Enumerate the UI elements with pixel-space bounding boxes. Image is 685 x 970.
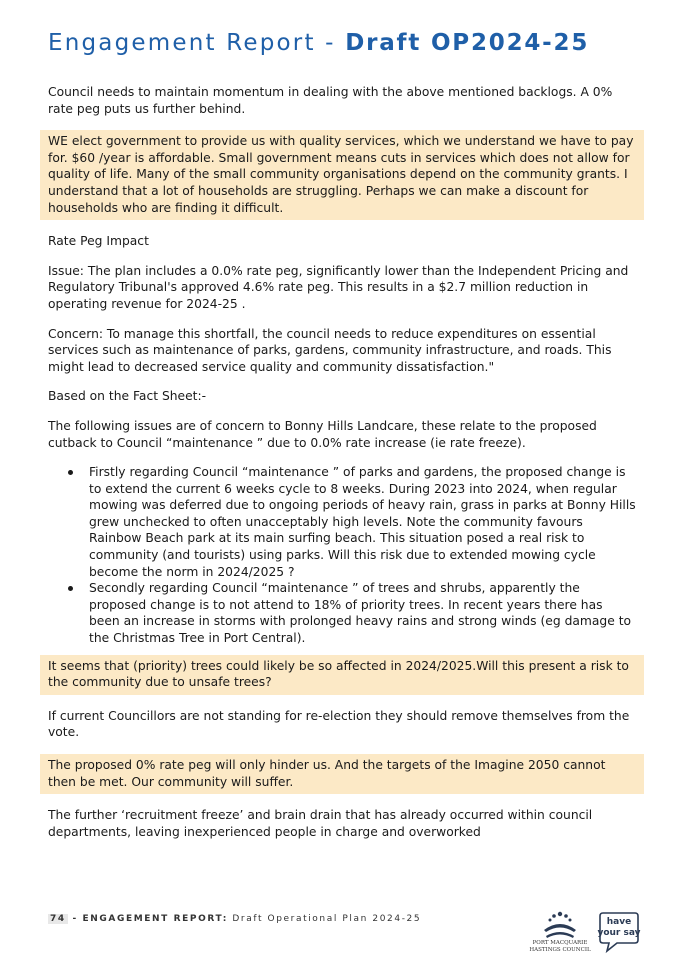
page-number: 74 [50,914,66,924]
logo-line: HASTINGS COUNCIL [529,946,591,953]
paragraph: Issue: The plan includes a 0.0% rate peg, significantly lower than the Independent Pricing and Regulatory Tribunal's approved 4.6% rate peg. This results in a $2.7 million reduction in operating revenue for 2024-25 . [48,263,629,311]
page-title-draft: Draft OP2024-25 [345,30,590,56]
list-item [40,464,636,580]
section-heading: Rate Peg Impact [48,234,149,249]
bullet-icon [68,586,73,591]
report-body [40,84,644,853]
paragraph: Council needs to maintain momentum in dealing with the above mentioned backlogs. A 0% rate peg puts us further behind. [48,85,613,116]
page-footer [48,914,421,924]
paragraph: The further ‘recruitment freeze’ and brain drain that has already occurred within council departments, leaving inexperienced people in charge and overworked [48,808,593,839]
list-item-text: Secondly regarding Council “maintenance ” of trees and shrubs, apparently the proposed change is to not attend to 18% of priority trees. In recent years there has been an increase in storms with prolonged heavy rains and strong winds (eg damage to the Christmas Tree in Port Central). [89,581,632,646]
page-title [48,30,589,56]
footer-report-label: ENGAGEMENT REPORT: [82,914,228,924]
have-your-say-line: have [606,917,632,927]
paragraph: If current Councillors are not standing for re-election they should remove themselves from the vote. [48,708,630,740]
highlighted-comment: It seems that (priority) trees could likely be so affected in 2024/2025.Will this present a risk to the community due to unsafe trees? [40,655,644,695]
list-item-text: Firstly regarding Council “maintenance ” of parks and gardens, the proposed change is to extend the current 6 weeks cycle to 8 weeks. During 2023 into 2024, when regular mowing was deferred due to ongoing periods of heavy rain, grass in parks at Bonny Hills grew unchecked to often unacceptably high levels. Note the community favours Rainbow Beach park at its main surfing beach. This situation posed a real risk to community (and tourists) using parks. Will this risk due to extended mowing cycle become the norm in 2024/2025 ? [89,465,636,579]
page-title-prefix: Engagement Report - [48,30,346,56]
list-item [40,580,636,646]
paragraph: The following issues are of concern to Bonny Hills Landcare, these relate to the proposed cutback to Council “maintenance ” due to 0.0% rate increase (ie rate freeze). [48,418,597,450]
highlighted-comment: WE elect government to provide us with quality services, which we understand we have to pay for. $60 /year is affordable. Small government means cuts in services which does not allow for quality of life. Many of the small community organisations depend on the community grants. I understand that a lot of households are struggling. Perhaps we can make a discount for households who are finding it difficult. [40,130,644,220]
footer-doc-title: Draft Operational Plan 2024-25 [227,914,422,924]
have-your-say-line: your say [597,928,641,938]
bullet-list [40,464,636,647]
bullet-icon [68,470,73,475]
logo-line: PORT MACQUARIE [532,940,588,946]
have-your-say-logo [597,917,641,939]
paragraph: Based on the Fact Sheet:- [48,389,207,404]
paragraph: Concern: To manage this shortfall, the council needs to reduce expenditures on essential services such as maintenance of parks, gardens, community infrastructure, and roads. This might lead to decreased service quality and community dissatisfaction." [48,326,612,374]
highlighted-comment: The proposed 0% rate peg will only hinder us. And the targets of the Imagine 2050 cannot then be met. Our community will suffer. [40,754,644,794]
council-logo-text [528,940,592,953]
footer-separator: - [67,914,83,924]
